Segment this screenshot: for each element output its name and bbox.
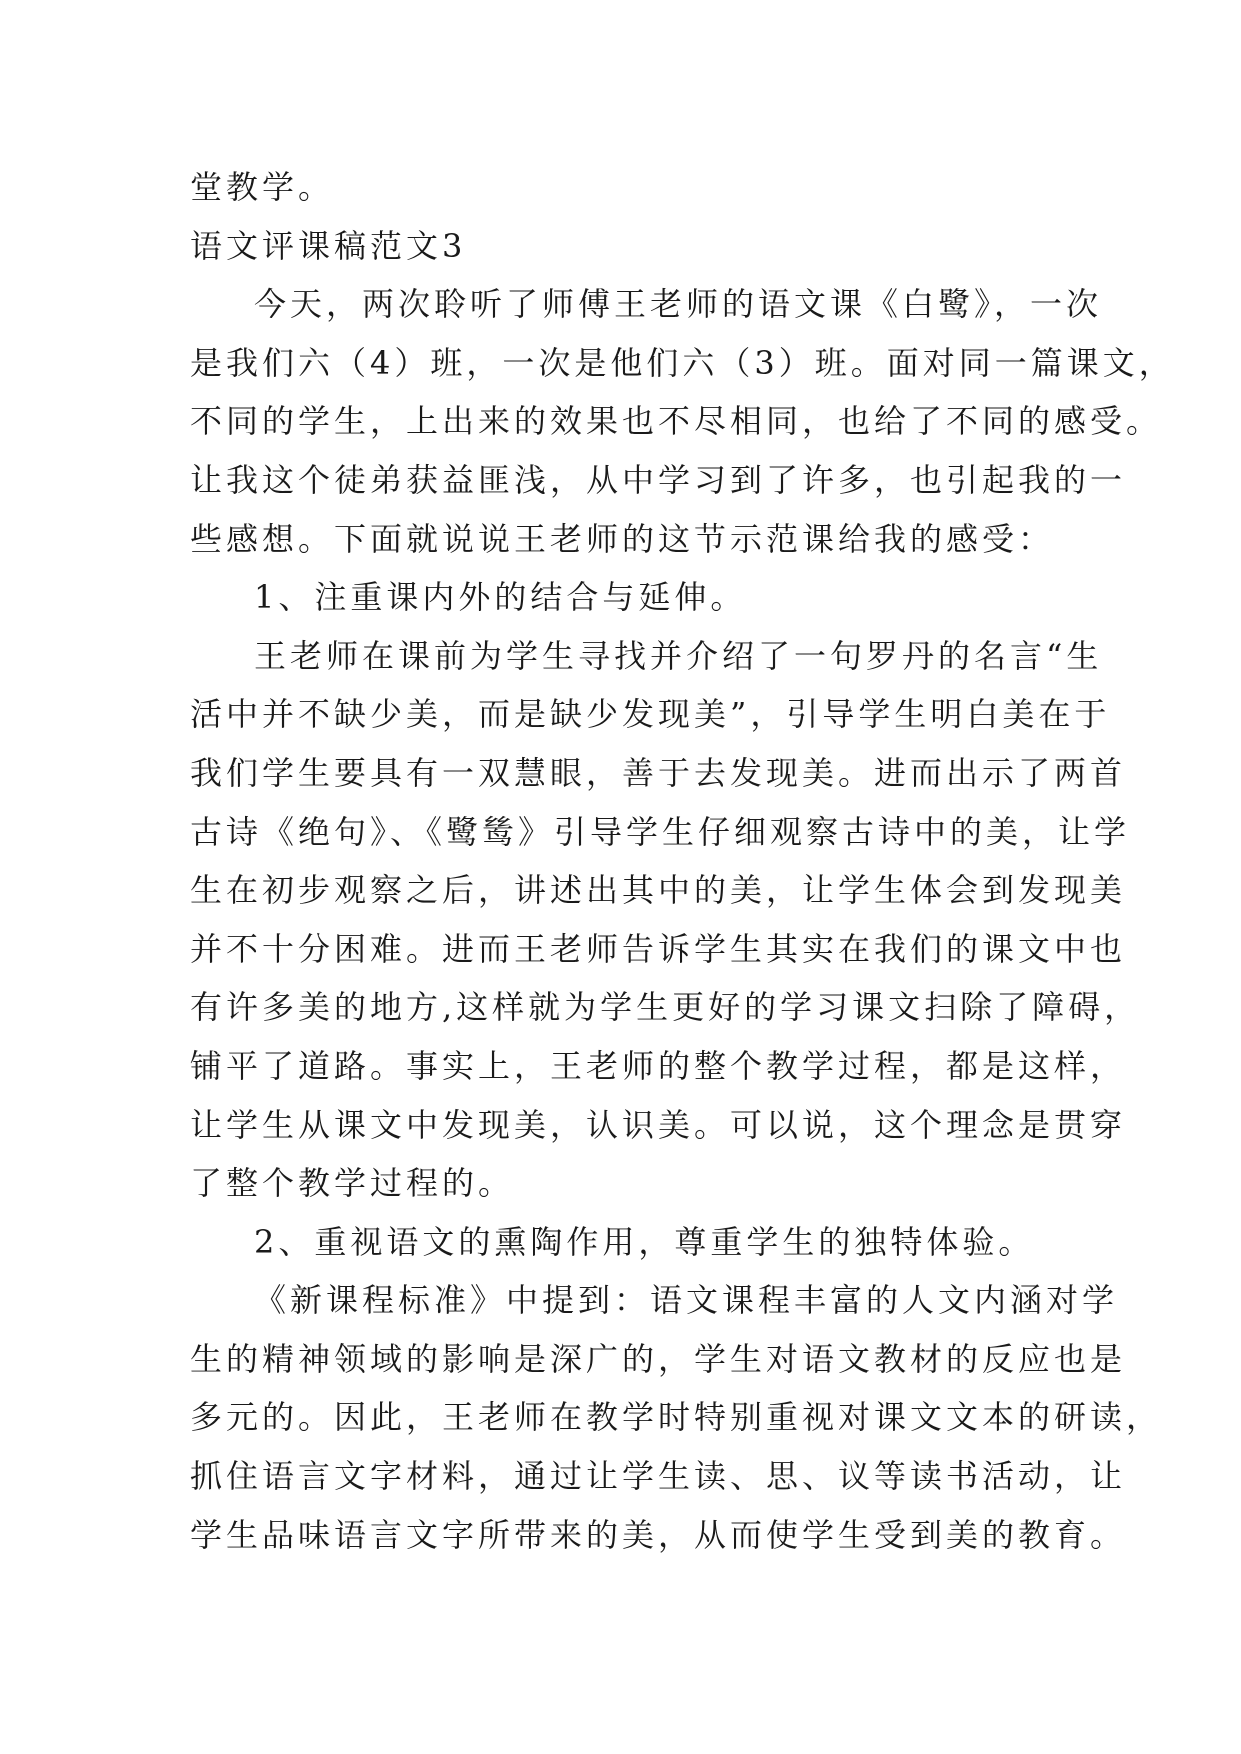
text-line: 我们学生要具有一双慧眼，善于去发现美。进而出示了两首	[190, 753, 1127, 792]
text-line: 铺平了道路。事实上，王老师的整个教学过程，都是这样，	[190, 1046, 1127, 1085]
numbered-point: 1、注重课内外的结合与延伸。	[254, 578, 747, 617]
document-body	[190, 158, 1175, 1564]
text-line: 多元的。因此，王老师在教学时特别重视对课文文本的研读，	[190, 1398, 1163, 1437]
text-line: 堂教学。	[190, 168, 335, 206]
text-line: 些感想。下面就说说王老师的这节示范课给我的感受：	[190, 519, 1055, 558]
text-line: 生的精神领域的影响是深广的，学生对语文教材的反应也是	[190, 1339, 1127, 1378]
text-line: 有许多美的地方,这样就为学生更好的学习课文扫除了障碍，	[190, 988, 1141, 1027]
text-line: 并不十分困难。进而王老师告诉学生其实在我们的课文中也	[190, 929, 1127, 968]
text-line: 学生品味语言文字所带来的美，从而使学生受到美的教育。	[190, 1515, 1127, 1554]
text-line: 抓住语言文字材料，通过让学生读、思、议等读书活动，让	[190, 1457, 1127, 1496]
text-line: 活中并不缺少美，而是缺少发现美”，引导学生明白美在于	[190, 695, 1111, 734]
paragraph-start: 《新课程标准》中提到：语文课程丰富的人文内涵对学	[254, 1281, 1119, 1320]
text-line: 是我们六（4）班，一次是他们六（3）班。面对同一篇课文，	[190, 343, 1175, 382]
text-line: 让我这个徒弟获益匪浅，从中学习到了许多，也引起我的一	[190, 460, 1127, 499]
numbered-point: 2、重视语文的熏陶作用，尊重学生的独特体验。	[254, 1222, 1035, 1261]
paragraph-start: 王老师在课前为学生寻找并介绍了一句罗丹的名言“生	[254, 636, 1103, 675]
text-line: 不同的学生，上出来的效果也不尽相同，也给了不同的感受。	[190, 402, 1163, 441]
section-heading: 语文评课稿范文3	[190, 226, 467, 265]
text-line: 古诗《绝句》、《鹭鸶》引导学生仔细观察古诗中的美，让学	[190, 812, 1131, 851]
text-line: 了整个教学过程的。	[190, 1164, 515, 1203]
text-line: 生在初步观察之后，讲述出其中的美，让学生体会到发现美	[190, 871, 1127, 910]
paragraph-start: 今天，两次聆听了师傅王老师的语文课《白鹭》，一次	[254, 285, 1103, 324]
text-line: 让学生从课文中发现美，认识美。可以说，这个理念是贯穿	[190, 1105, 1127, 1144]
